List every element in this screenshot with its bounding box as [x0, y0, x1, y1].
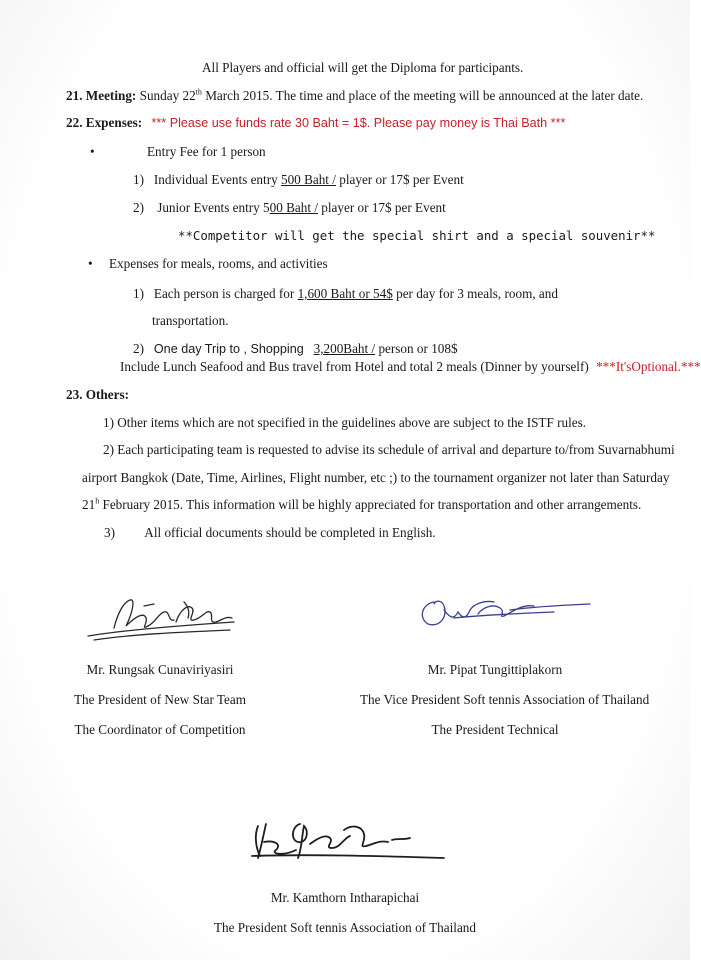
item-number: 3) — [104, 525, 115, 540]
item-number: 2) — [133, 200, 144, 215]
include-text: Include Lunch Seafood and Bus travel from Hotel and total 2 meals (Dinner by yourself) — [120, 359, 589, 374]
item-amount-lead: 5 — [263, 200, 270, 215]
item-text: One day Trip to , Shopping — [153, 342, 304, 356]
others-item-2-line-2: airport Bangkok (Date, Time, Airlines, Flight number, etc ;) to the tournament organizer not later than Saturday — [82, 470, 670, 485]
item-amount: 500 Baht / — [280, 172, 336, 187]
expenses-section — [66, 115, 565, 131]
others-item-2-line-3 — [82, 497, 641, 513]
signatory-left-title-2: The Coordinator of Competition — [74, 722, 246, 737]
signatory-left-title-1: The President of New Star Team — [73, 692, 247, 707]
item-text-end: player or 17$ per Event — [321, 200, 446, 215]
signatory-right-title-1: The Vice President Soft tennis Association of Thailand — [360, 692, 650, 707]
others-item-2-line-1: 2) Each participating team is requested to advise its schedule of arrival and departure to/from Suvarnabhumi — [103, 442, 675, 457]
meeting-text: March 2015. The time and place of the meeting will be announced at the later date. — [205, 88, 644, 103]
signatory-right-title-2: The President Technical — [431, 722, 559, 737]
others-item-1: 1) Other items which are not specified in the guidelines above are subject to the ISTF rules. — [103, 415, 587, 430]
diploma-line: All Players and official will get the Diploma for participants. — [202, 60, 524, 75]
deadline-text: February 2015. This information will be highly appreciated for transportation and other arrangements. — [102, 497, 642, 512]
signatory-bottom-title: The President Soft tennis Association of Thailand — [213, 920, 476, 935]
item-number: 1) — [133, 172, 144, 187]
item-text-end: player or 17$ per Event — [339, 172, 464, 187]
meals-item-1 — [133, 286, 558, 302]
item-amount: 00 Baht / — [269, 200, 318, 215]
optional-note: ***It'sOptional.*** — [596, 359, 701, 374]
entry-fee-title: Entry Fee for 1 person — [147, 144, 266, 159]
others-heading: 23. Others: — [66, 387, 129, 402]
signature-rungsak-image — [84, 592, 244, 648]
entry-fee-item-1 — [133, 172, 464, 188]
expenses-heading: 22. Expenses: — [66, 115, 143, 130]
deadline-day-suffix: h — [95, 496, 100, 506]
entry-fee-item-2 — [133, 200, 446, 216]
trip-include-line — [120, 359, 701, 375]
item-text-end: person or 108$ — [378, 341, 458, 356]
meeting-section — [66, 88, 643, 104]
item-text: Each person is charged for — [153, 286, 295, 301]
item-text: Individual Events entry — [153, 172, 278, 187]
item-number: 1) — [133, 286, 144, 301]
funds-rate-note: *** Please use funds rate 30 Baht = 1$. Please pay money is Thai Bath *** — [151, 116, 566, 130]
bullet-icon: • — [88, 256, 93, 271]
meeting-heading: 21. Meeting: — [66, 88, 137, 103]
souvenir-note: **Competitor will get the special shirt and a special souvenir** — [178, 228, 656, 243]
signature-kamthorn-image — [248, 814, 448, 874]
meeting-date: Sunday 22 — [139, 88, 196, 103]
meals-title: Expenses for meals, rooms, and activities — [109, 256, 328, 271]
signature-pipat-image — [414, 588, 604, 632]
meeting-date-suffix: th — [195, 87, 202, 97]
signatory-left-name: Mr. Rungsak Cunaviriyasiri — [86, 662, 234, 677]
item-number: 2) — [133, 341, 144, 356]
item-text-end: per day for 3 meals, room, and — [396, 286, 558, 301]
meals-item-2 — [133, 341, 458, 357]
item-text: All official documents should be completed in English. — [144, 525, 436, 540]
meals-item-1-continued: transportation. — [152, 313, 229, 328]
signatory-bottom-name: Mr. Kamthorn Intharapichai — [270, 890, 420, 905]
item-text: Junior Events entry — [157, 200, 260, 215]
signatory-right-name: Mr. Pipat Tungittiplakorn — [427, 662, 563, 677]
item-amount: 1,600 Baht or 54$ — [297, 286, 393, 301]
deadline-day: 21 — [82, 497, 96, 512]
others-item-3 — [104, 525, 436, 541]
bullet-icon: • — [90, 144, 95, 159]
item-amount: 3,200Baht / — [313, 341, 376, 356]
